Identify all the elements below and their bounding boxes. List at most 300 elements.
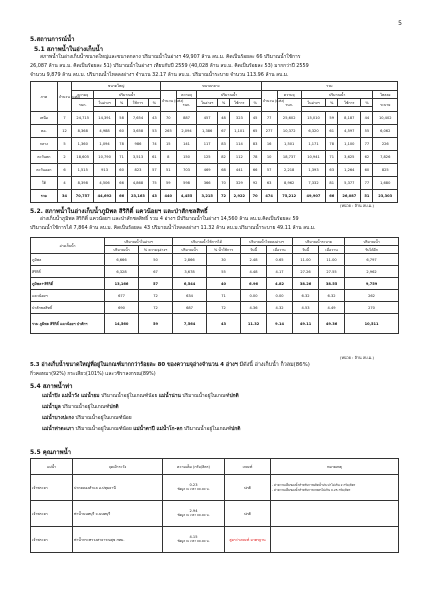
table-row <box>31 254 399 266</box>
table-cell: 9.14 <box>267 314 293 334</box>
table-cell: 1,680 <box>373 177 398 190</box>
salinity-cell <box>163 475 225 501</box>
table-cell: 43 <box>207 314 241 334</box>
large-group-header: ขนาดใหญ่ <box>72 82 161 91</box>
station-name: ท่าน้ำกระทรวงสาธารณสุข กทม. <box>73 527 163 553</box>
salinity-time: ข้อมูล ณ เวลา 00.00 น. <box>177 487 210 491</box>
sub-header: ใช้การ <box>128 99 149 107</box>
table-cell: 51 <box>160 164 176 177</box>
table-cell: 63 <box>261 177 277 190</box>
table-cell: 7,826 <box>373 151 398 164</box>
count-header-total: จำนวน (แห่ง) <box>261 91 277 112</box>
table-cell: 66 <box>249 164 261 177</box>
table-cell: 48 <box>217 112 229 125</box>
table-row <box>31 138 398 151</box>
table-cell: 6.32 <box>319 290 345 302</box>
table-row <box>31 278 399 290</box>
table-cell: 634 <box>173 290 207 302</box>
table-row <box>31 164 398 177</box>
table-cell: 12 <box>57 125 72 138</box>
region-header: ภาค <box>31 82 58 112</box>
table-cell: 8,398 <box>72 177 94 190</box>
table-cell: 59 <box>160 177 176 190</box>
table-cell: 55 <box>207 266 241 278</box>
table-cell: 71 <box>326 151 338 164</box>
table-cell: 270 <box>345 302 399 314</box>
table-cell: 8,368 <box>72 125 94 138</box>
table-cell: 77 <box>261 112 277 125</box>
river-status-part: ปกติ <box>229 393 239 399</box>
table-cell: 10,402 <box>373 112 398 125</box>
sub-header: ใช้การ <box>230 99 249 107</box>
river-status-part: แม่น้ำบางปะกง <box>42 415 74 421</box>
station-header: จุดเฝ้าระวัง <box>73 459 163 475</box>
inflow-group-header: ปริมาณน้ำไหลลงอ่างฯ <box>241 238 293 246</box>
sub-header: วันนี้ <box>293 246 319 254</box>
main-reservoirs-table <box>30 237 399 334</box>
sub-header: ในอ่างฯ <box>94 99 116 107</box>
table-cell: 81 <box>326 177 338 190</box>
table-cell: 4.48 <box>241 266 267 278</box>
table-cell: 4,455 <box>176 190 197 203</box>
table-cell: 10,511 <box>345 314 399 334</box>
table-cell: 43 <box>148 112 160 125</box>
table-cell: 4,597 <box>338 125 361 138</box>
sub-header: % <box>361 99 373 107</box>
table-cell: 62 <box>361 151 373 164</box>
table-cell: 2,094 <box>176 125 197 138</box>
table-cell: 8 <box>160 151 176 164</box>
table-cell: 83 <box>249 138 261 151</box>
table2-unit-note: (หน่วย : ล้าน ลบ.ม.) <box>339 355 374 360</box>
table-cell: 66 <box>116 177 128 190</box>
s51-line-3: จำนวน 9,879 ล้าน ลบ.ม. ปริมาณน้ำไหลลงอ่างฯ จำนวน 32.17 ล้าน ลบ.ม. ปริมาณน้ำระบาย จำนวน 113.96 ล้าน ลบ.ม. <box>30 72 289 78</box>
table-cell: 4.17 <box>267 266 293 278</box>
volume-header-medium: ปริมาณน้ำ <box>197 91 261 99</box>
table-cell: 14,560 <box>105 314 139 334</box>
table-cell: 23,163 <box>128 190 149 203</box>
table-cell: 4.82 <box>267 278 293 290</box>
table-cell: 6,544 <box>173 278 207 290</box>
table-row <box>31 177 398 190</box>
table-row <box>31 302 399 314</box>
table-cell: 43 <box>148 190 160 203</box>
table-cell: 366 <box>197 177 218 190</box>
table-cell: 3,513 <box>128 151 149 164</box>
table-cell: 60 <box>116 125 128 138</box>
medium-group-header: ขนาดกลาง <box>160 82 261 91</box>
table-cell: 75 <box>148 177 160 190</box>
table-cell: 5 <box>57 138 72 151</box>
criteria-header: เกณฑ์ <box>225 459 271 475</box>
table-cell: 4 <box>57 177 72 190</box>
table-cell: 65 <box>249 125 261 138</box>
table-cell: 6.96 <box>241 278 267 290</box>
sub-header: ปริมาณน้ำ <box>173 246 207 254</box>
table-cell: 4.36 <box>241 302 267 314</box>
table-cell: 0.00 <box>267 290 293 302</box>
table-cell: 11.32 <box>241 314 267 334</box>
table-cell: 150 <box>176 151 197 164</box>
table-cell: 10,372 <box>277 125 301 138</box>
table-cell: 457 <box>197 112 218 125</box>
table-cell: 61 <box>148 151 160 164</box>
river-status-part: แม่น้ำท่าตะเภา <box>42 426 74 432</box>
table-cell: 265 <box>160 125 176 138</box>
table-cell: 15,010 <box>301 112 325 125</box>
table-cell: 2,922 <box>230 190 249 203</box>
count-header-medium: จำนวน (แห่ง) <box>160 91 176 112</box>
river-name: เจ้าพระยา <box>31 527 73 553</box>
table-cell: 67 <box>139 266 173 278</box>
salinity-cell <box>163 501 225 527</box>
table-cell: 6,666 <box>105 254 139 266</box>
table-cell: 18,605 <box>72 151 94 164</box>
table-cell: 1,094 <box>94 138 116 151</box>
station-name: ท่าน้ำนนทบุรี จ.นนทบุรี <box>73 501 163 527</box>
table-cell: 38.55 <box>319 278 345 290</box>
volume-group-header: ปริมาณน้ำในอ่างฯ <box>105 238 173 246</box>
table-cell: 703 <box>176 164 197 177</box>
river-status-part: ปกติ <box>109 404 119 410</box>
sub-header: วันนี้ <box>241 246 267 254</box>
table-cell: 2,962 <box>345 266 399 278</box>
table-cell: 92 <box>249 177 261 190</box>
sub-header: เมื่อวาน <box>267 246 293 254</box>
station-name: ปากคลองสำแล อ.ปทุมธานี <box>73 475 163 501</box>
sub-header: ใช้การ <box>338 99 361 107</box>
table-cell: 141 <box>176 138 197 151</box>
criteria-status: สูงกว่าเกณฑ์ มาตรฐาน <box>225 527 271 553</box>
table-row <box>31 125 398 138</box>
table-row <box>31 314 399 334</box>
table-cell: 78 <box>116 138 128 151</box>
table-cell: 38.26 <box>293 278 319 290</box>
unit-header: รนก. <box>277 99 301 112</box>
table-cell: 27.26 <box>293 266 319 278</box>
table-cell: 51 <box>361 190 373 203</box>
river-status-part: ปริมาณน้ำอยู่ในเกณฑ์น้อย <box>99 393 159 399</box>
table-cell: ตะวันตก <box>31 151 58 164</box>
river-status-line <box>42 403 119 411</box>
table-cell: 72 <box>139 290 173 302</box>
capacity-header: ความจุ <box>72 91 94 99</box>
river-status-part: แม่น้ำน่าน <box>158 393 181 399</box>
table-cell: 78 <box>326 138 338 151</box>
table-cell: 5,377 <box>338 177 361 190</box>
section-5-1-title: 5.1 สภาพน้ำในอ่างเก็บน้ำ <box>34 46 104 53</box>
table-row <box>31 266 399 278</box>
table-cell: 4.49 <box>319 302 345 314</box>
table-cell: 49.11 <box>293 314 319 334</box>
river-name: เจ้าพระยา <box>31 501 73 527</box>
table-cell: 7,564 <box>173 314 207 334</box>
river-status-part: ปกติ <box>231 426 241 432</box>
table-cell: 57 <box>139 278 173 290</box>
table-cell: 687 <box>173 302 207 314</box>
table-row <box>31 151 398 164</box>
unit-header: รนก. <box>176 99 197 112</box>
table-cell: 61 <box>326 125 338 138</box>
table-cell: 44 <box>361 112 373 125</box>
sub-header: ปริมาณน้ำ <box>105 246 139 254</box>
table1-unit-note: (หน่วย : ล้าน ลบ.ม.) <box>339 203 374 208</box>
table-cell: 66 <box>116 190 128 203</box>
river-status-part: แม่น้ำตาปี แม่น้ำโก-ลก <box>133 426 183 432</box>
table-cell: 77 <box>361 177 373 190</box>
table-row <box>31 290 399 302</box>
reservoir-name: ภูมิพล+สิริกิติ์ <box>31 278 105 290</box>
table-cell: 1,386 <box>197 125 218 138</box>
unit-header: รนก. <box>72 99 94 112</box>
table-cell: 6,320 <box>301 125 325 138</box>
table-cell: 0.65 <box>267 254 293 266</box>
table-cell: 986 <box>128 138 149 151</box>
salinity-cell <box>163 527 225 553</box>
table-cell: 4,868 <box>128 177 149 190</box>
table-row <box>31 112 398 125</box>
table-cell: 6,062 <box>373 125 398 138</box>
table-row <box>31 190 398 203</box>
table-cell: 823 <box>128 164 149 177</box>
river-status-part: ปริมาณน้ำอยู่ในเกณฑ์ <box>180 393 230 399</box>
table-cell: 277 <box>261 125 277 138</box>
table-cell: 117 <box>197 138 218 151</box>
table-cell: 2.48 <box>241 254 267 266</box>
table-cell: 68 <box>217 164 229 177</box>
table-cell: 7,654 <box>128 112 149 125</box>
table-cell: 70 <box>217 177 229 190</box>
reservoir-summary-table <box>30 81 398 203</box>
table-cell: 75,212 <box>277 190 301 203</box>
table-cell: 4,988 <box>94 125 116 138</box>
section-5-3-rest: มีดังนี้ อ่างเก็บน้ำ ก็วลม(86%) <box>237 362 310 368</box>
section-5-4-title: 5.4 สภาพน้ำท่า <box>30 383 73 390</box>
salinity-header: ความเค็ม (กรัม/ลิตร) <box>163 459 225 475</box>
reservoir-name: แควน้อยฯ <box>31 290 105 302</box>
table-cell: 77 <box>361 138 373 151</box>
river-status-part: แม่น้ำปิง แม่น้ำวัง แม่น้ำยม <box>42 393 100 399</box>
table-cell: 27.55 <box>319 266 345 278</box>
table-cell: 887 <box>176 112 197 125</box>
outflow-group-header: ปริมาณน้ำระบาย <box>293 238 345 246</box>
table-cell: 1,100 <box>338 138 361 151</box>
table-row <box>31 501 399 527</box>
s53-line-2: กิ่วคอหมา(92%) กระเสียว(101%) และวชิราลงกรณ(89%) <box>30 371 156 377</box>
table-cell: 1,393 <box>301 164 325 177</box>
table-cell: 7,332 <box>301 177 325 190</box>
table-row <box>31 527 399 553</box>
table-row <box>31 475 399 501</box>
table-cell: 8,962 <box>277 177 301 190</box>
remark-header: หมายเหตุ <box>271 459 399 475</box>
table-cell: 49,907 <box>301 190 325 203</box>
table-cell: 6 <box>57 164 72 177</box>
total-group-header: รวม <box>261 82 397 91</box>
river-name: เจ้าพระยา <box>31 475 73 501</box>
remark-cell <box>271 501 399 527</box>
table-cell: 114 <box>230 138 249 151</box>
river-status-part: ปริมาณน้ำอยู่ในเกณฑ์น้อย <box>73 415 132 421</box>
table-cell: 6,328 <box>105 266 139 278</box>
salinity-value: 2.94 <box>189 509 198 513</box>
table-cell: 2,218 <box>277 164 301 177</box>
table-cell: กลาง <box>31 138 58 151</box>
table-cell: 72 <box>217 190 229 203</box>
table-cell: 6,797 <box>345 254 399 266</box>
table-cell: 53 <box>148 125 160 138</box>
table-cell: 13,166 <box>105 278 139 290</box>
s52-line-2: ปริมาณน้ำใช้การได้ 7,864 ล้าน ลบ.ม. คิดเป็นร้อยละ 43 ปริมาณน้ำไหลลงอ่างฯ 11.32 ล้าน ลบ.ม.ปริมาณน้ำระบาย 49.11 ล้าน ลบ.ม. <box>30 225 316 231</box>
criteria-status: ปกติ <box>225 475 271 501</box>
table-cell: 11.00 <box>319 254 345 266</box>
table-cell: 78 <box>249 151 261 164</box>
salinity-value: 4.15 <box>189 535 198 539</box>
remark-cell <box>271 475 399 501</box>
table-cell: 440 <box>160 190 176 203</box>
river-status-line <box>42 425 240 433</box>
count-header: จำนวน (แห่ง) <box>57 82 72 112</box>
table-cell: 1,360 <box>72 138 94 151</box>
table-cell: 15 <box>160 138 176 151</box>
table-cell: รวม <box>31 190 58 203</box>
table-cell: ตะวันออก <box>31 164 58 177</box>
page-number: 5 <box>398 20 402 27</box>
table-cell: 7 <box>57 112 72 125</box>
table-cell: 1,171 <box>301 138 325 151</box>
table-cell: 59 <box>326 112 338 125</box>
river-status-part: แม่น้ำมูล <box>42 404 61 410</box>
table-cell: 1,264 <box>338 164 361 177</box>
sub-header: % <box>217 99 229 107</box>
table-cell: 8,187 <box>338 112 361 125</box>
table-cell: 66 <box>326 190 338 203</box>
table-cell: 18,737 <box>277 151 301 164</box>
table-cell: 112 <box>230 151 249 164</box>
sub-header: % น้ำใช้การ <box>207 246 241 254</box>
table-cell: 16 <box>261 138 277 151</box>
table-cell: 598 <box>176 177 197 190</box>
s52-line-1: อ่างเก็บน้ำภูมิพล สิริกิติ์ แควน้อยฯ และป่าสักชลสิทธิ์ รวม 4 อ่างฯ มีปริมาณน้ำในอ่างฯ 14,560 ล้าน ลบ.ม.คิดเป็นร้อยละ 59 <box>40 216 299 222</box>
table-cell: 60 <box>116 164 128 177</box>
table-cell: 70 <box>249 190 261 203</box>
sub-header: ในอ่างฯ <box>197 99 218 107</box>
table-cell: 10 <box>261 151 277 164</box>
volume-header: ปริมาณน้ำ <box>94 91 161 99</box>
table-cell: 3,678 <box>173 266 207 278</box>
table-cell: 30 <box>207 254 241 266</box>
table-cell: 441 <box>230 164 249 177</box>
table-cell: 25,602 <box>277 112 301 125</box>
capacity-header-total: ความจุ <box>277 91 301 99</box>
section-5-3 <box>30 361 310 369</box>
inflow-header: ไหลลง <box>373 91 398 99</box>
table-cell: 26,087 <box>338 190 361 203</box>
table-cell: 71 <box>116 151 128 164</box>
section-5-2-title: 5.2. สภาพน้ำในอ่างเก็บน้ำภูมิพล สิริกิติ์ แควน้อยฯ และป่าสักชลสิทธิ์ <box>30 208 208 215</box>
table-cell: 60 <box>361 164 373 177</box>
table-cell: 59 <box>139 314 173 334</box>
table-cell: 4,506 <box>94 177 116 190</box>
receivable-group-header: ปริมาณน้ำ <box>345 238 399 246</box>
table-cell: 677 <box>105 290 139 302</box>
outflow-header: ระบาย <box>373 99 398 112</box>
table-cell: 14,391 <box>94 112 116 125</box>
reservoir-header: อ่างเก็บน้ำ <box>31 238 105 254</box>
table-cell: 74 <box>148 138 160 151</box>
table-cell: 67 <box>217 125 229 138</box>
table-cell: 23,303 <box>373 190 398 203</box>
table-cell: 55 <box>361 125 373 138</box>
table-cell: 1,101 <box>230 125 249 138</box>
table-cell: 4.53 <box>293 302 319 314</box>
table-cell: 690 <box>105 302 139 314</box>
river-status-part: ปริมาณน้ำอยู่ในเกณฑ์น้อย <box>73 426 134 432</box>
salinity-value: 0.23 <box>189 483 198 487</box>
table-cell: 913 <box>94 164 116 177</box>
table-cell: 40 <box>207 278 241 290</box>
sub-header: % <box>326 99 338 107</box>
sub-header: เมื่อวาน <box>319 246 345 254</box>
table-cell: 45 <box>249 112 261 125</box>
table-cell: 70,757 <box>72 190 94 203</box>
river-status-part: ปริมาณน้ำอยู่ในเกณฑ์ <box>182 426 232 432</box>
volume-header-total: ปริมาณน้ำ <box>301 91 373 99</box>
table-cell: 63 <box>326 164 338 177</box>
table-cell: 57 <box>148 164 160 177</box>
sub-header: % <box>249 99 261 107</box>
usable-group-header: ปริมาณน้ำใช้การได้ <box>173 238 241 246</box>
table-cell: 262 <box>345 290 399 302</box>
table-cell: 6.32 <box>293 290 319 302</box>
criteria-status: ปกติ <box>225 501 271 527</box>
table-cell: 2 <box>57 151 72 164</box>
section-5-5-title: 5.5 คุณภาพน้ำ <box>30 449 72 456</box>
water-quality-table <box>30 458 399 553</box>
table-cell: 71 <box>207 290 241 302</box>
reservoir-name: รวม ภูมิพล สิริกิติ์ แควน้อยฯ ป่าสักฯ <box>31 314 105 334</box>
section-5-3-title: 5.3 อ่างเก็บน้ำขนาดใหญ่ที่อยู่ในเกณฑ์มากกว่าร้อยละ 80 ของความจุอ่างจำนวน 4 อ่างฯ <box>30 362 238 368</box>
table-cell: 72 <box>207 302 241 314</box>
table-cell: 72 <box>139 302 173 314</box>
table-cell: 83 <box>217 138 229 151</box>
river-status-part: ปริมาณน้ำอยู่ในเกณฑ์ <box>60 404 110 410</box>
sub-header: % ความจุอ่างฯ <box>139 246 173 254</box>
table-cell: 3,658 <box>128 125 149 138</box>
table-cell: 82 <box>217 151 229 164</box>
table-cell: 4.32 <box>267 302 293 314</box>
salinity-time: ข้อมูล ณ เวลา 00.00 น. <box>177 539 210 543</box>
table-cell: 10,941 <box>301 151 325 164</box>
table-cell: 226 <box>373 138 398 151</box>
river-status-line <box>42 392 239 400</box>
table-cell: 24,715 <box>72 112 94 125</box>
table-cell: 11.00 <box>293 254 319 266</box>
table-cell: 9,759 <box>345 278 399 290</box>
table-cell: 323 <box>230 112 249 125</box>
reservoir-name: ภูมิพล <box>31 254 105 266</box>
reservoir-name: ป่าสักชลสิทธิ์ <box>31 302 105 314</box>
table-cell: 825 <box>373 164 398 177</box>
reservoir-name: สิริกิติ์ <box>31 266 105 278</box>
table-cell: 1,501 <box>277 138 301 151</box>
river-status-line <box>42 414 132 422</box>
table-cell: เหนือ <box>31 112 58 125</box>
section-5-title: 5.สถานการณ์น้ำ <box>30 36 75 43</box>
s51-line-1: สภาพน้ำในอ่างเก็บน้ำขนาดใหญ่และขนาดกลาง ปริมาณน้ำในอ่างฯ 49,907 ล้าน ลบ.ม. คิดเป็นร้อยละ 66 ปริมาณน้ำใช้การ <box>40 54 301 60</box>
table-cell: 3,215 <box>197 190 218 203</box>
table-cell: 34 <box>57 190 72 203</box>
